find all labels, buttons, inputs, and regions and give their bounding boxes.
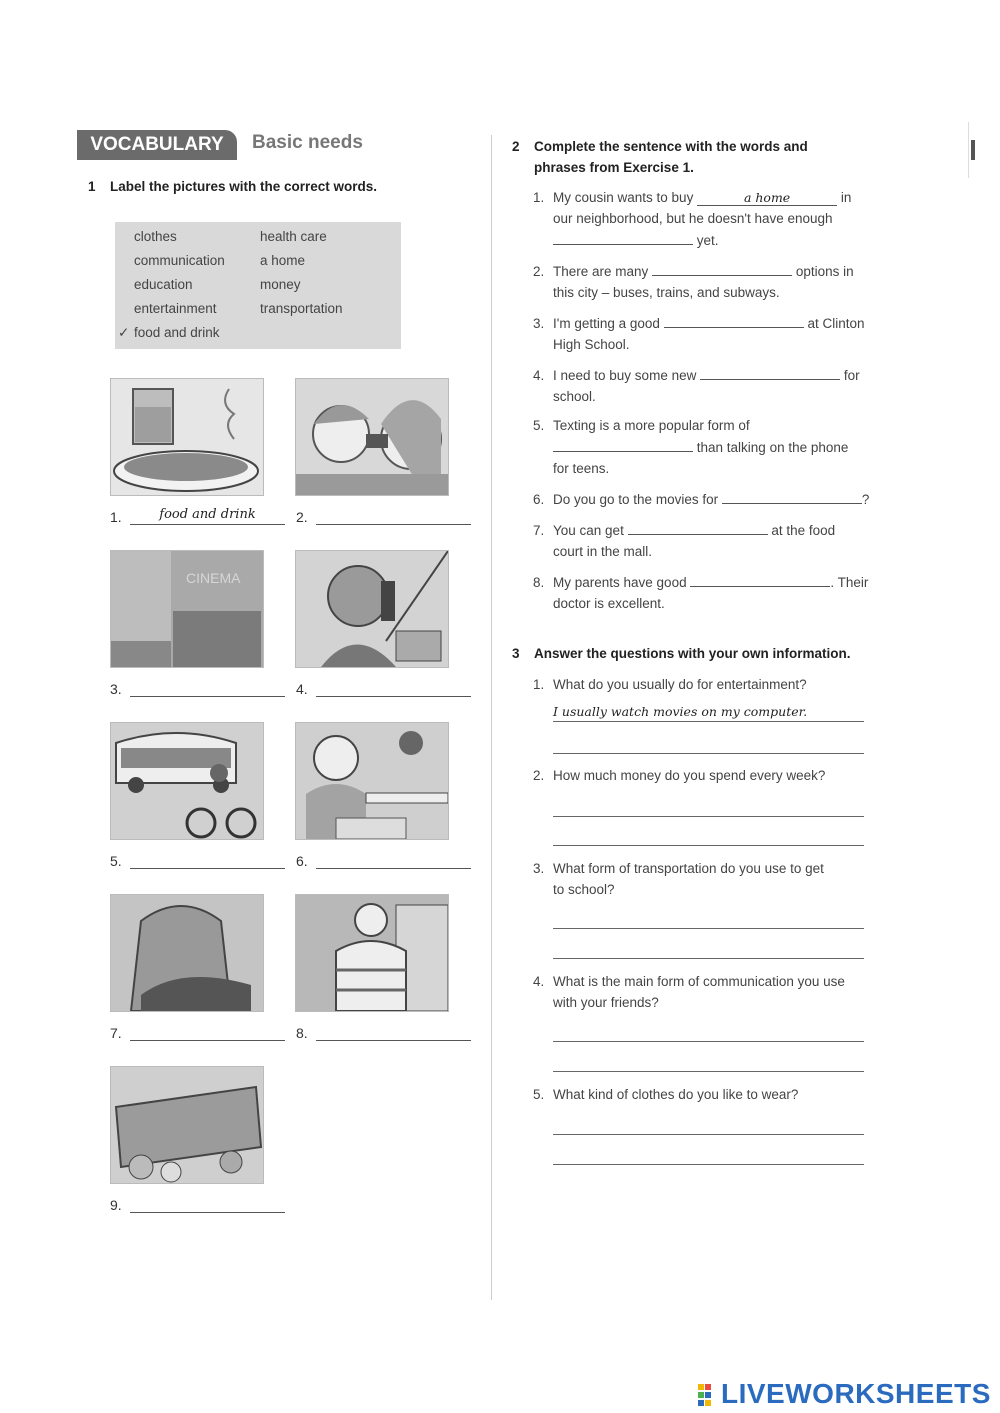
cinema-sign: CINEMA [186,570,241,586]
label-number: 1. [110,509,122,525]
sentence-item: 7. You can get at the food court in the mall. [533,519,913,562]
label-answer-9[interactable] [130,1194,285,1213]
label-number: 3. [110,681,122,697]
column-divider [491,135,492,1300]
answer-blank[interactable] [652,260,792,276]
word-item: transportation [260,301,343,316]
picture-phone-call [295,550,449,668]
exercise-number: 1 [88,179,96,194]
answer-blank[interactable]: a home [697,190,837,206]
sentence-item: 6. Do you go to the movies for ? [533,488,913,510]
answer-blank[interactable] [690,571,830,587]
label-number: 9. [110,1197,122,1213]
sentence-item: 8. My parents have good . Their doctor is excellent. [533,571,913,614]
word-item: money [260,277,301,292]
label-number: 8. [296,1025,308,1041]
label-answer-5[interactable] [130,850,285,869]
picture-entertainment [110,550,264,668]
exercise-3-heading [512,643,851,664]
word-item: food and drink [134,325,220,340]
label-answer-3[interactable] [130,678,285,697]
label-number: 6. [296,853,308,869]
word-item: a home [260,253,306,268]
vocabulary-tag: VOCABULARY [77,130,237,160]
picture-clothes [110,894,264,1012]
answer-line[interactable] [553,1023,864,1042]
label-number: 2. [296,509,308,525]
picture-transportation [110,722,264,840]
answer-line[interactable] [553,910,864,929]
answer-line[interactable] [553,1053,864,1072]
answer-line[interactable] [553,1116,864,1135]
answer-blank[interactable] [700,364,840,380]
answer-line[interactable] [553,940,864,959]
word-item: entertainment [134,301,217,316]
sentence-item: 1. My cousin wants to buy a home in our neighborhood, but he doesn't have enough yet. [533,190,852,248]
question-item: 5. What kind of clothes do you like to wear? [533,1087,799,1102]
word-item: education [134,277,193,292]
question-item: 1. What do you usually do for entertainment? [533,677,807,692]
exercise-instruction: phrases from Exercise 1. [534,160,694,175]
exercise-2-heading [512,136,808,178]
question-item: 2. How much money do you spend every week? [533,768,826,783]
label-answer-6[interactable] [316,850,471,869]
question-item: 3. What form of transportation do you use to get to school? [533,861,824,897]
page-edge-mark [968,122,981,178]
answer-line[interactable] [553,1146,864,1165]
label-number: 4. [296,681,308,697]
picture-communication [295,378,449,496]
sentence-item: 3. I'm getting a good at Clinton High School. [533,312,913,355]
logo-text: LIVEWORKSHEETS [721,1378,991,1409]
exercise-instruction: Answer the questions with your own information. [534,646,851,661]
sentence-item: 2. There are many options in this city – buses, trains, and subways. [533,260,913,303]
picture-food-and-drink [110,378,264,496]
answer-blank[interactable] [722,488,862,504]
liveworksheets-logo[interactable] [698,1378,991,1410]
label-answer-1[interactable]: food and drink [130,506,285,525]
label-answer-2[interactable] [316,506,471,525]
logo-icon [698,1384,718,1406]
exercise-number: 2 [512,139,520,154]
answer-blank[interactable] [553,229,693,245]
sentence-item: 5. Texting is a more popular form of than talking on the phone for teens. [533,418,849,476]
label-number: 7. [110,1025,122,1041]
exercise-1-heading [88,176,377,197]
picture-home [295,894,449,1012]
question-item: 4. What is the main form of communication you use with your friends? [533,974,845,1010]
word-item: clothes [134,229,177,244]
word-item: communication [134,253,225,268]
label-answer-7[interactable] [130,1022,285,1041]
exercise-instruction: Complete the sentence with the words and [534,139,808,154]
checkmark-icon: ✓ [118,325,130,340]
answer-line[interactable] [553,735,864,754]
picture-education [295,722,449,840]
answer-line[interactable]: I usually watch movies on my computer. [553,703,864,722]
sentence-item: 4. I need to buy some new for school. [533,364,913,407]
word-box [115,222,401,349]
word-item: health care [260,229,327,244]
answer-blank[interactable] [628,519,768,535]
answer-blank[interactable] [664,312,804,328]
answer-line[interactable] [553,827,864,846]
label-number: 5. [110,853,122,869]
section-title: Basic needs [252,132,363,153]
answer-line[interactable] [553,798,864,817]
picture-money [110,1066,264,1184]
label-answer-8[interactable] [316,1022,471,1041]
exercise-number: 3 [512,646,520,661]
exercise-instruction: Label the pictures with the correct words. [110,179,378,194]
answer-blank[interactable] [553,436,693,452]
label-answer-4[interactable] [316,678,471,697]
